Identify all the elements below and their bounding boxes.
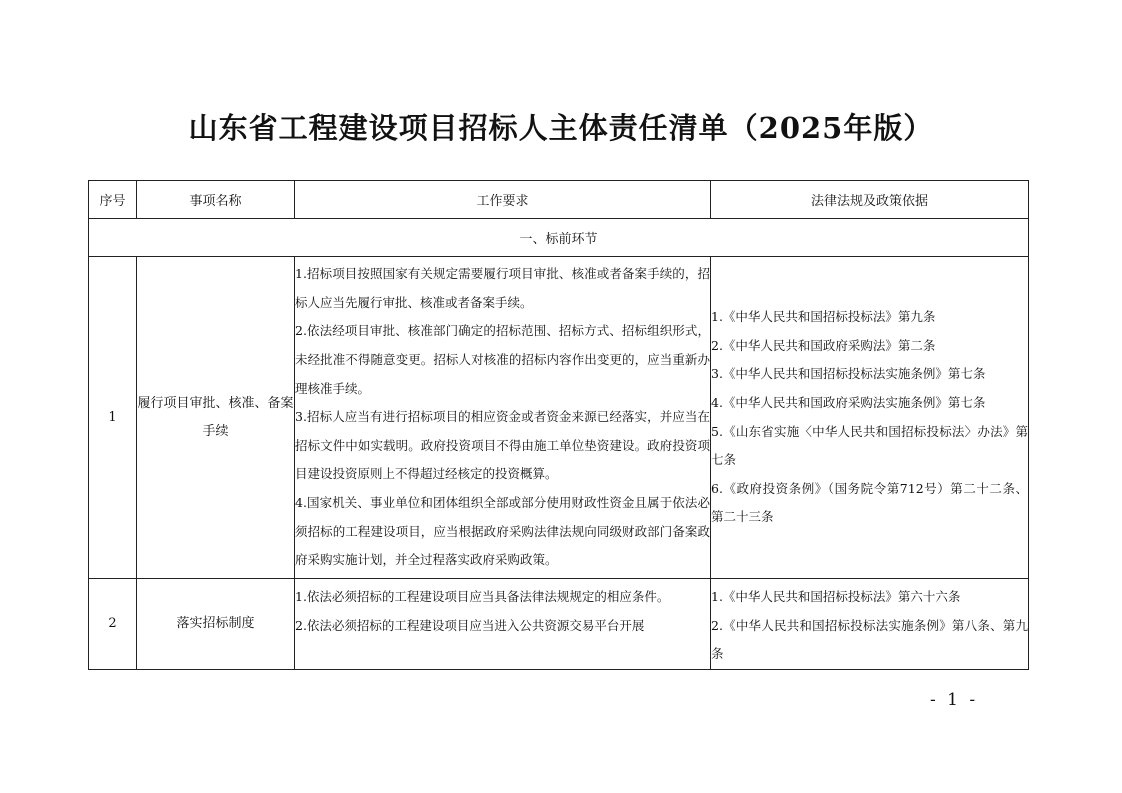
row-requirements	[295, 257, 711, 579]
table-row	[89, 257, 1029, 579]
document-title: 山东省工程建设项目招标人主体责任清单（2025年版）	[188, 111, 934, 145]
basis-item: 1.《中华人民共和国招标投标法》第六十六条	[711, 589, 961, 604]
basis-item: 6.《政府投资条例》（国务院令第712号）第二十二条、第二十三条	[711, 480, 1028, 525]
requirement-item: 3.招标人应当有进行招标项目的相应资金或者资金来源已经落实，并应当在招标文件中如实载明。政府投资项目不得由施工单位垫资建设。政府投资项目建设投资原则上不得超过经核定的投资概算。	[295, 409, 710, 482]
requirement-item: 2.依法经项目审批、核准部门确定的招标范围、招标方式、招标组织形式，未经批准不得随意变更。招标人对核准的招标内容作出变更的，应当重新办理核准手续。	[295, 323, 710, 396]
basis-item: 2.《中华人民共和国招标投标法实施条例》第八条、第九条	[711, 617, 1028, 662]
row-number: 2	[89, 579, 137, 670]
header-item-name: 事项名称	[137, 181, 295, 219]
section-title: 一、标前环节	[89, 219, 1029, 257]
basis-item: 5.《山东省实施〈中华人民共和国招标投标法〉办法》第七条	[711, 423, 1028, 468]
requirement-item: 1.招标项目按照国家有关规定需要履行项目审批、核准或者备案手续的，招标人应当先履行审批、核准或者备案手续。	[295, 266, 710, 310]
requirement-item: 2.依法必须招标的工程建设项目应当进入公共资源交易平台开展	[295, 617, 645, 633]
row-requirements	[295, 579, 711, 670]
row-number: 1	[89, 257, 137, 579]
basis-item: 3.《中华人民共和国招标投标法实施条例》第七条	[711, 366, 986, 382]
basis-item: 4.《中华人民共和国政府采购法实施条例》第七条	[711, 394, 986, 410]
row-item-name: 履行项目审批、核准、备案手续	[137, 257, 295, 579]
header-number: 序号	[89, 181, 137, 219]
section-row	[89, 219, 1029, 257]
page-number: - 1 -	[930, 690, 979, 710]
responsibility-table	[88, 180, 1029, 670]
requirement-item: 1.依法必须招标的工程建设项目应当具备法律法规规定的相应条件。	[295, 589, 670, 604]
basis-item: 2.《中华人民共和国政府采购法》第二条	[711, 337, 936, 353]
row-legal-basis	[711, 257, 1029, 579]
row-legal-basis	[711, 579, 1029, 670]
table-row	[89, 579, 1029, 670]
row-item-name: 落实招标制度	[137, 579, 295, 670]
header-legal-basis: 法律法规及政策依据	[711, 181, 1029, 219]
header-requirements: 工作要求	[295, 181, 711, 219]
basis-item: 1.《中华人民共和国招标投标法》第九条	[711, 309, 936, 325]
requirement-item: 4.国家机关、事业单位和团体组织全部或部分使用财政性资金且属于依法必须招标的工程建设项目，应当根据政府采购法律法规向同级财政部门备案政府采购实施计划，并全过程落实政府采购政策。	[295, 494, 710, 568]
table-header-row	[89, 181, 1029, 219]
